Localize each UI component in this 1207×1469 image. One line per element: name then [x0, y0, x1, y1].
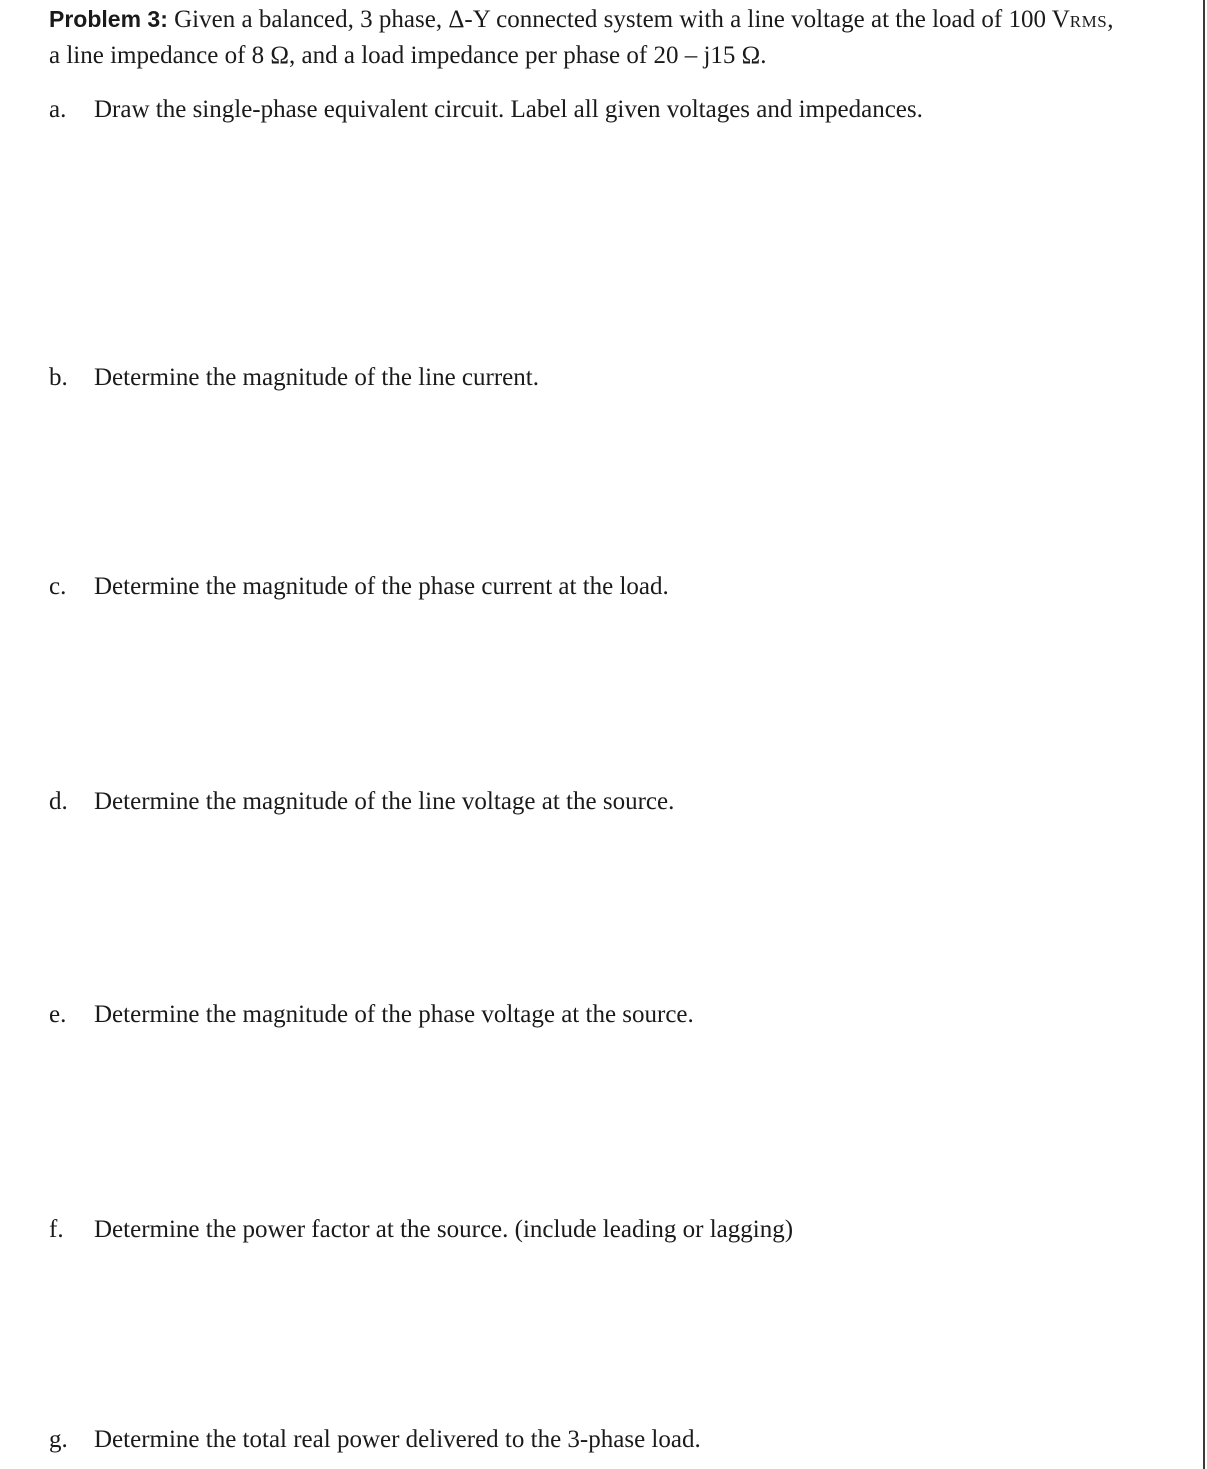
question-letter: c. — [49, 573, 67, 600]
rms-subscript: RMS — [1069, 12, 1108, 31]
question-text: Determine the power factor at the source. (include leading or lagging) — [94, 1216, 794, 1243]
page-right-border — [1203, 0, 1205, 1469]
question-c — [49, 571, 1149, 603]
problem-statement — [49, 2, 1199, 73]
question-text: Determine the magnitude of the line current. — [94, 364, 539, 391]
question-letter: e. — [49, 1001, 67, 1028]
question-letter: d. — [49, 788, 68, 815]
question-b — [49, 362, 1149, 394]
question-text: Draw the single-phase equivalent circuit. Label all given voltages and impedances. — [94, 96, 923, 123]
question-text: Determine the magnitude of the phase current at the load. — [94, 573, 669, 600]
question-d — [49, 786, 1149, 818]
question-letter: b. — [49, 364, 68, 391]
problem-line-1 — [49, 2, 1199, 39]
problem-title: Problem 3: — [49, 6, 168, 32]
question-text: Determine the magnitude of the line voltage at the source. — [94, 788, 675, 815]
question-letter: g. — [49, 1426, 68, 1453]
question-e — [49, 999, 1149, 1031]
problem-text-1-end: , — [1107, 6, 1114, 33]
question-f — [49, 1214, 1149, 1246]
question-text: Determine the total real power delivered to the 3-phase load. — [94, 1426, 701, 1453]
question-text: Determine the magnitude of the phase voltage at the source. — [94, 1001, 694, 1028]
question-g — [49, 1424, 1149, 1456]
problem-text-1: Given a balanced, 3 phase, Δ-Y connected system with a line voltage at the load of 100 V — [167, 6, 1070, 33]
question-letter: f. — [49, 1216, 64, 1243]
problem-line-2: a line impedance of 8 Ω, and a load impedance per phase of 20 – j15 Ω. — [49, 42, 767, 69]
question-a — [49, 94, 1149, 126]
question-letter: a. — [49, 96, 67, 123]
